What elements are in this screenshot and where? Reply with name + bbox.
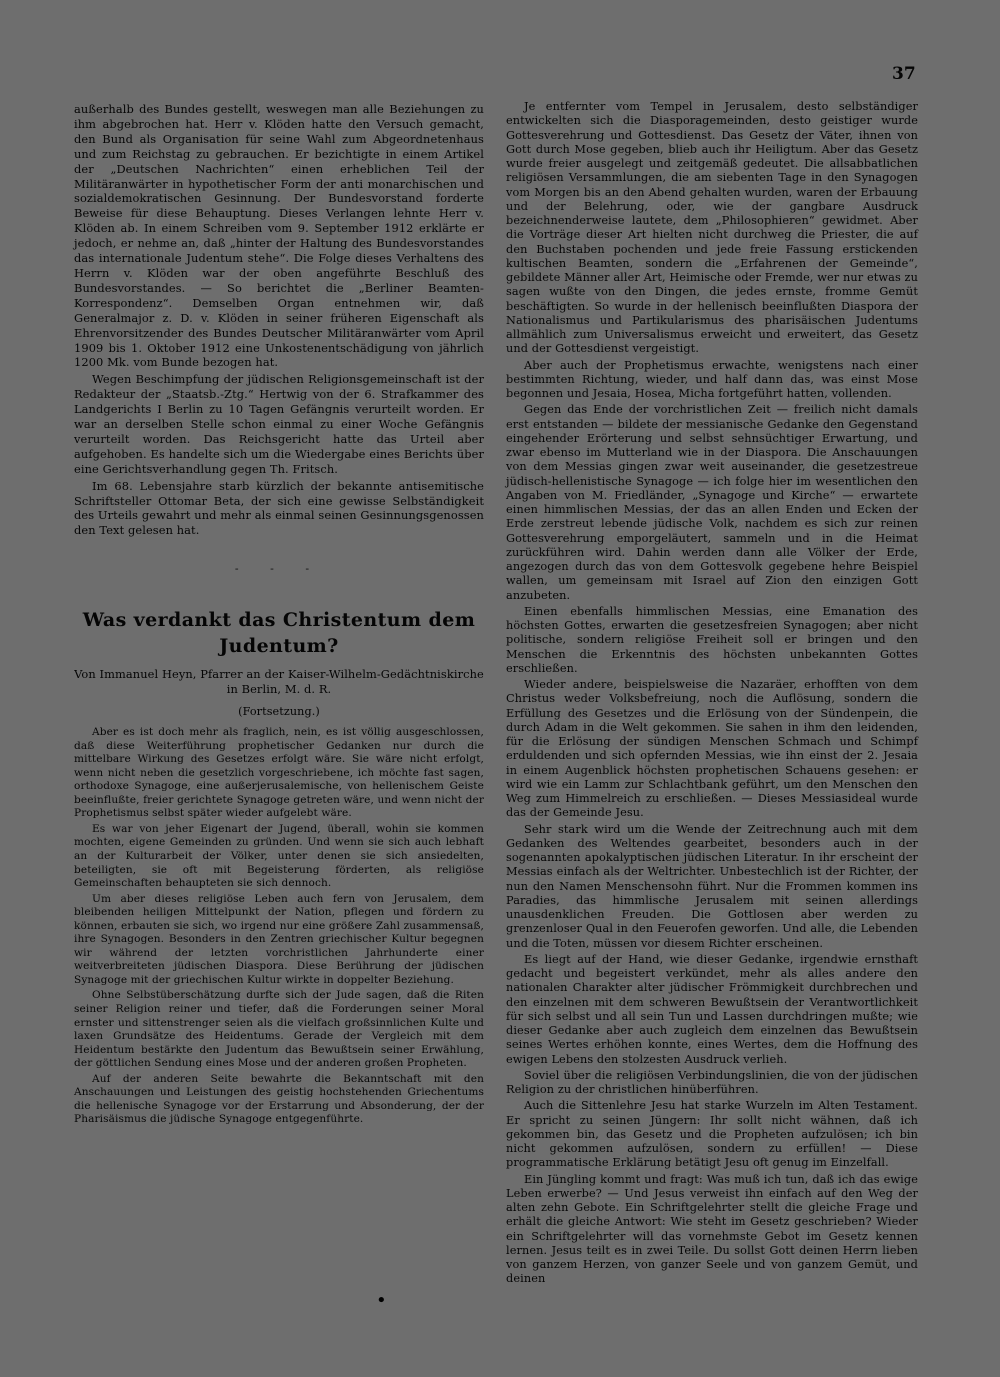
article-paragraph: Es liegt auf der Hand, wie dieser Gedanke, irgendwie ernsthaft gedacht und begeistert verkündet, mehr als alles andere den nationalen Charakter alter jüdischer Frömmigkeit durchbrechen und den einzelnen mit dem schweren Bewußtsein der Verantwortlichkeit für sich selbst und all sein Tun und Lassen durchdringen mußte; wie dieser Gedanke aber auch zugleich dem einzelnen das Bewußtsein seines Wertes erhöhen konnte, eines Wertes, dem die Hoffnung des ewigen Lebens den stolzesten Ausdruck verlieh. — [506, 952, 918, 1066]
article-paragraph: Aber es ist doch mehr als fraglich, nein, es ist völlig ausgeschlossen, daß diese Weiterführung prophetischer Gedanken nur durch die mittelbare Wirkung des Gesetzes erfolgt wäre. Sie wäre nicht erfolgt, wenn nicht neben die gesetzlich vorgeschriebene, ich möchte fast sagen, orthodoxe Synagoge, eine außerjerusalemische, von hellenischem Geiste beeinflußte, freier gerichtete Synagoge getreten wäre, und wenn nicht der Prophetismus selbst später wieder aufgelebt wäre. — [74, 726, 484, 820]
article-paragraph: Einen ebenfalls himmlischen Messias, eine Emanation des höchsten Gottes, erwarten die gesetzesfreien Synagogen; aber nicht politische, sondern religiöse Freiheit soll er bringen und den Menschen die Erkenntnis des höchsten unbekannten Gottes erschließen. — [506, 604, 918, 675]
article-paragraph: Es war von jeher Eigenart der Jugend, überall, wohin sie kommen mochten, eigene Gemeinden zu gründen. Und wenn sie sich auch lebhaft an der Kulturarbeit der Völker, unter denen sie sich ansiedelten, beteiligten, sie oft mit Begeisterung förderten, als religiöse Gemeinschaften behaupteten sie sich dennoch. — [74, 822, 484, 890]
article-byline: Von Immanuel Heyn, Pfarrer an der Kaiser-Wilhelm-Gedächtniskirche in Berlin, M. d. R. — [74, 667, 484, 697]
paragraph-kloeden: außerhalb des Bundes gestellt, weswegen man alle Beziehungen zu ihm abgebrochen hat. Herr v. Klöden hatte den Versuch gemacht, den Bund als Organisation für seine Wahl zum Abgeordnetenhaus und zum Reichstag zu gebrauchen. Er bezichtigte in einem Artikel der „Deutschen Nachrichten“ einen erheblichen Teil der Militäranwärter in hypothetischer Form der anti monarchischen und sozialdemokratischen Gesinnung. Der Bundesvorstand forderte Beweise für diese Behauptung. Dieses Verlangen lehnte Herr v. Klöden ab. In einem Schreiben vom 9. September 1912 erklärte er jedoch, er nehme an, daß „hinter der Haltung des Bundesvorstandes das internationale Judentum stehe“. Die Folge dieses Verhaltens des Herrn v. Klöden war der oben angeführte Beschluß des Bundesvorstandes. — So berichtet die „Berliner Beamten-Korrespondenz“. Demselben Organ entnehmen wir, daß Generalmajor z. D. v. Klöden in seiner früheren Eigenschaft als Ehrenvorsitzender des Bundes Deutscher Militäranwärter vom April 1909 bis 1. Oktober 1912 eine Unkostenentschädigung von jährlich 1200 Mk. vom Bunde bezogen hat. — [74, 102, 484, 370]
article-paragraph: Wieder andere, beispielsweise die Nazaräer, erhofften von dem Christus weder Volksbefreiung, noch die Auflösung, sondern die Erfüllung des Gesetzes und die Erlösung von der Sündenpein, die durch Adam in die Welt gekommen. Sie sahen in ihm den leidenden, für die Erlösung der sündigen Menschen Schmach und Schimpf erduldenden und sich opfernden Messias, wie ihn einst der 2. Jesaia in einem Augenblick höchsten prophetischen Schauens gesehen: er wird wie ein Lamm zur Schlachtbank geführt, um den Menschen den Weg zum Himmelreich zu erschließen. — Dieses Messiasideal wurde das der Gemeinde Jesu. — [506, 678, 918, 820]
paragraph-hertwig: Wegen Beschimpfung der jüdischen Religionsgemeinschaft ist der Redakteur der „Staatsb.-Ztg.“ Hertwig von der 6. Strafkammer des Landgerichts I Berlin zu 10 Tagen Gefängnis verurteilt worden. Er war an derselben Stelle schon einmal zu einer Woche Gefängnis verurteilt worden. Das Reichsgericht hatte das Urteil aber aufgehoben. Es handelte sich um die Wiedergabe eines Berichts über eine Gerichtsverhandlung gegen Th. Fritsch. — [74, 372, 484, 476]
article-body-left — [74, 726, 484, 1127]
page-number: 37 — [892, 64, 916, 84]
article-paragraph: Gegen das Ende der vorchristlichen Zeit — freilich nicht damals erst entstanden — bildete der messianische Gedanke den Gegenstand eingehender Erörterung und selbst sehnsüchtiger Erwartung, und zwar ebenso im Mutterland wie in der Diaspora. Die Anschauungen von dem Messias gingen zwar weit auseinander, die gesetzestreue jüdisch-hellenistische Synagoge — ich folge hier im wesentlichen den Angaben von M. Friedländer, „Synagoge und Kirche“ — erwartete einen himmlischen Messias, der das an allen Enden und Ecken der Erde zerstreut lebende jüdische Volk, nachdem es sich zur reinen Gottesverehrung emporgeläutert, sammeln und in die Heimat zurückführen wird. Dahin werden dann alle Völker der Erde, angezogen durch das von dem Gottesvolk gegebene hehre Beispiel wallen, um gemeinsam mit Israel auf Zion den einzigen Gott anzubeten. — [506, 403, 918, 602]
article-title-line-2: Judentum? — [219, 635, 339, 658]
article-paragraph: Auf der anderen Seite bewahrte die Bekanntschaft mit den Anschauungen und Leistungen des geistig hochstehenden Griechentums die hellenische Synagoge vor der Erstarrung und Absonderung, der der Pharisäismus die jüdische Synagoge entgegenführte. — [74, 1072, 484, 1126]
article-paragraph: Je entfernter vom Tempel in Jerusalem, desto selbständiger entwickelten sich die Diasporagemeinden, desto geistiger wurde Gottesverehrung und Gottesdienst. Das Gesetz der Väter, ihnen von Gott durch Mose gegeben, blieb auch ihr Heiligtum. Aber das Gesetz wurde freier ausgelegt und zeitgemäß gedeutet. Die allsabbatlichen religiösen Versammlungen, die am siebenten Tage in den Synagogen vom Morgen bis an den Abend gehalten wurden, waren der Erbauung und der Belehrung, oder, wie der gangbare Ausdruck bezeichnenderweise lautete, dem „Philosophieren“ gewidmet. Aber die Vorträge dieser Art hielten nicht durchweg die Priester, die auf den Buchstaben pochenden und jede freie Fassung erstickenden kultischen Beamten, sondern die „Erfahrenen der Gemeinde“, gebildete Männer aller Art, Heimische oder Fremde, wer nur etwas zu sagen wußte von den Dingen, die jedes ernste, fromme Gemüt beschäftigten. So wurde in der hellenisch beeinflußten Diaspora der Nationalismus und Partikularismus des pharisäischen Judentums allmählich zum Universalismus erweicht und erweitert, das Gesetz und der Gottesdienst vergeistigt. — [506, 100, 918, 356]
end-mark: • — [376, 1290, 387, 1311]
article-title-line-1: Was verdankt das Christentum dem — [82, 609, 476, 632]
paragraph-beta: Im 68. Lebensjahre starb kürzlich der bekannte antisemitische Schriftsteller Ottomar Beta, der sich eine gewisse Selbständigkeit des Urteils gewahrt und mehr als einmal seinen Gesinnungsgenossen den Text gelesen hat. — [74, 478, 484, 538]
article-title — [74, 607, 484, 659]
article-paragraph: Aber auch der Prophetismus erwachte, wenigstens nach einer bestimmten Richtung, wieder, und half dann das, was einst Mose begonnen und Jesaia, Hosea, Micha fortgeführt hatten, vollenden. — [506, 358, 918, 400]
article-paragraph: Sehr stark wird um die Wende der Zeitrechnung auch mit dem Gedanken des Weltendes gearbeitet, besonders auch in der sogenannten apokalyptischen jüdischen Literatur. In ihr erscheint der Messias einfach als der Weltrichter. Unbestechlich ist der Richter, der nun den Namen Menschensohn führt. Nur die Frommen kommen ins Paradies, das himmlische Jerusalem mit seinen allerdings unausdenklichen Freuden. Die Gottlosen aber werden zu grenzenloser Qual in den Feuerofen geworfen. Und alle, die Lebenden und die Toten, müssen vor diesem Richter erscheinen. — [506, 822, 918, 950]
section-separator: - - - — [234, 562, 324, 576]
article-paragraph: Ohne Selbstüberschätzung durfte sich der Jude sagen, daß die Riten seiner Religion reiner und tiefer, daß die Forderungen seiner Moral ernster und sittenstrenger seien als die vielfach großsinnlichen Kulte und laxen Grundsätze des Heidentums. Gerade der Vergleich mit dem Heidentum bestärkte den Judentum das Bewußtsein seiner Erwählung, der göttlichen Sendung eines Mose und der anderen großen Propheten. — [74, 989, 484, 1070]
article-paragraph: Auch die Sittenlehre Jesu hat starke Wurzeln im Alten Testament. Er spricht zu seinen Jüngern: Ihr sollt nicht wähnen, daß ich gekommen bin, das Gesetz und die Propheten aufzulösen; ich bin nicht gekommen aufzulösen, sondern zu erfüllen! — Diese programmatische Erklärung betätigt Jesu oft genug im Einzelfall. — [506, 1099, 918, 1170]
continuation-note: (Fortsetzung.) — [238, 705, 320, 719]
right-column — [506, 100, 918, 1289]
article-paragraph: Um aber dieses religiöse Leben auch fern von Jerusalem, dem bleibenden heiligen Mittelpunkt der Nation, pflegen und fördern zu können, erbauten sie sich, wo irgend nur eine größere Zahl zusammensaß, ihre Synagogen. Besonders in den Zentren griechischer Kultur begegnen wir während der letzten vorchristlichen Jahrhunderte einer weitverbreiteten jüdischen Diaspora. Diese Berührung der jüdischen Synagoge mit der griechischen Kultur wirkte in doppelter Beziehung. — [74, 892, 484, 986]
article-paragraph: Ein Jüngling kommt und fragt: Was muß ich tun, daß ich das ewige Leben erwerbe? — Und Jesus verweist ihn einfach auf den Weg der alten zehn Gebote. Ein Schriftgelehrter stellt die gleiche Frage und erhält die gleiche Antwort: Wie steht im Gesetz geschrieben? Wieder ein Schriftgelehrter will das vornehmste Gebot im Gesetz kennen lernen. Jesus teilt es in zwei Teile. Du sollst Gott deinen Herrn lieben von ganzem Herzen, von ganzer Seele und von ganzem Gemüt, und deinen — [506, 1172, 918, 1286]
left-column — [74, 102, 484, 1129]
article-paragraph: Soviel über die religiösen Verbindungslinien, die von der jüdischen Religion zu der christlichen hinüberführen. — [506, 1068, 918, 1096]
